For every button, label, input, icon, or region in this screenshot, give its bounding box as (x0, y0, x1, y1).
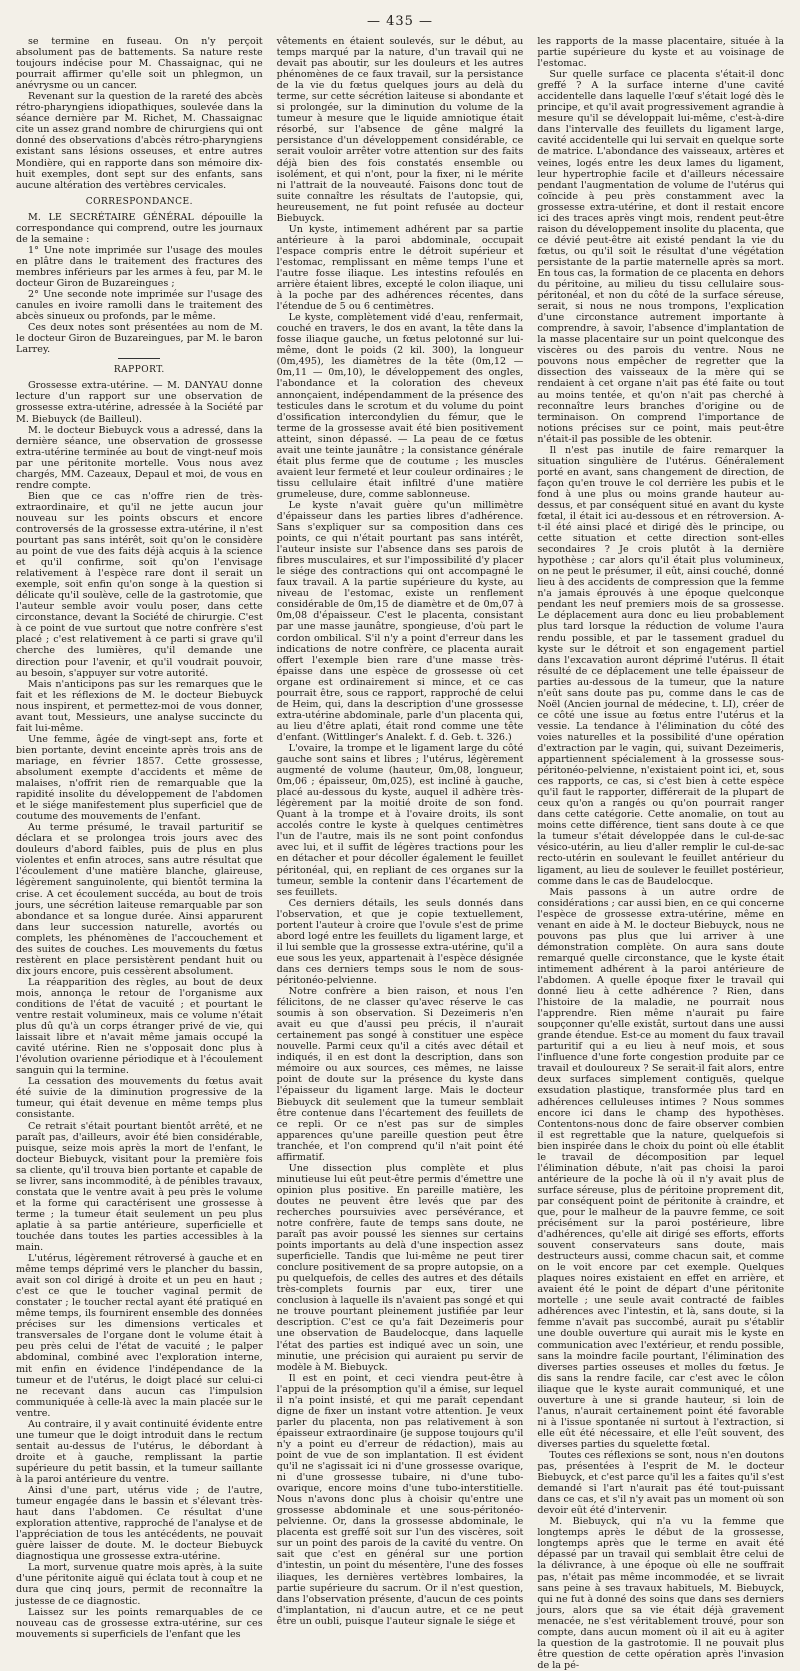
column-right (537, 36, 785, 1671)
paragraph: M. le docteur Biebuyck vous a adressé, dans la dernière séance, une observation de grossesse extra-utérine terminée au bout de vingt-neuf mois par une péritonite mortelle. Vous nous avez chargés, MM. Cazeaux, Depaul et moi, de vous en rendre compte. (16, 424, 263, 491)
paragraph: les rapports de la masse placentaire, située à la partie supérieure du kyste et au voisinage de l'estomac. (537, 36, 785, 70)
paragraph: La réapparition des règles, au bout de deux mois, annonça le retour de l'organisme aux conditions de l'état de vacuité ; et pourtant le ventre restait volumineux, mais ce volume n'était plus dû qu'à un corps étranger privé de vie, qui laissait libre et n'avait même jamais occupé la cavité utérine. Rien ne s'opposait donc plus à l'évolution ovarienne périodique et à l'écoulement sanguin qui la termine. (16, 976, 263, 1077)
column-left (16, 36, 263, 1640)
paragraph: Il est en point, et ceci viendra peut-être à l'appui de la présomption qu'il a émise, sur lequel il n'a point insisté, et qui me paraît cependant digne de fixer un instant votre attention. Je veux parler du placenta, non pas relativement à son épaisseur extraordinaire (je suppose toujours qu'il n'y a point eu d'erreur de rédaction), mais au point de vue de son implantation. Il est évident qu'il ne s'agissait ici ni d'une grossesse ovarique, ni d'une grossesse tubaire, ni d'une tubo-ovarique, encore moins d'une tubo-interstitielle. Nous n'avons donc plus à choisir qu'entre une grossesse abdominale et une sous-péritonéo-pelvienne. Or, dans la grossesse abdominale, le placenta est greffé soit sur l'un des viscères, soit sur un point des parois de la cavité du ventre. On sait que c'est en général sur une portion d'intestin, un point du mésentère, l'une des fosses iliaques, les dernières vertèbres lombaires, la partie supérieure du sacrum. Or il n'est question, dans l'observation présente, d'aucun de ces points d'implantation, ni d'aucun autre, et ce ne peut être un oubli, puisque l'auteur signale le siége et (276, 1372, 524, 1627)
paragraph: M. LE SECRÉTAIRE GÉNÉRAL dépouille la correspondance qui comprend, outre les journaux de la semaine : (16, 211, 263, 245)
paragraph: Un kyste, intimement adhérent par sa partie antérieure à la paroi abdominale, occupait l'espace compris entre le détroit supérieur et l'estomac, remplissant en même temps l'une et l'autre fosse iliaque. Les intestins refoulés en arrière étaient libres, excepté le colon iliaque, uni à la poche par des adhérences récentes, dans l'étendue de 5 ou 6 centimètres. (276, 223, 524, 313)
paragraph: Grossesse extra-utérine. — M. DANYAU donne lecture d'un rapport sur une observation de grossesse extra-utérine, adressée à la Société par M. Biebuyck (de Bailleul). (16, 380, 263, 425)
paragraph: Notre confrère a bien raison, et nous l'en félicitons, de ne classer qu'avec réserve le cas soumis à son observation. Si Dezeimeris n'en avait eu que d'aussi peu précis, il n'aurait certainement pas songé à constituer une espèce nouvelle. Parmi ceux qu'il a cités avec détail et indiqués, il en est dont la description, dans son mémoire ou aux sources, ces mêmes, ne laisse point de doute sur la présence du kyste dans l'épaisseur du ligament large. Mais le docteur Biebuyck dit seulement que la tumeur semblait être contenue dans l'écartement des feuillets de ce repli. Or ce n'est pas sur de simples apparences qu'une pareille question peut être tranchée, et l'on comprend qu'il n'ait point été affirmatif. (276, 986, 524, 1163)
paragraph: Laissez sur les points remarquables de ce nouveau cas de grossesse extra-utérine, sur ces mouvements si superficiels de l'enfant que les (16, 1606, 263, 1640)
section-heading-correspondance: CORRESPONDANCE. (85, 196, 193, 207)
paragraph: Toutes ces réflexions se sont, nous n'en doutons pas, présentées à l'esprit de M. le docteur Biebuyck, et c'est parce qu'il les a faites qu'il s'est demandé si l'art n'aurait pas été tout-puissant dans ce cas, et s'il n'y avait pas un moment où son devoir eût été d'intervenir. (537, 1450, 785, 1517)
paragraph: Revenant sur la question de la rareté des abcès rétro-pharyngiens idiopathiques, soulevée dans la séance dernière par M. Richet, M. Chassaignac cite un assez grand nombre de chirurgiens qui ont donné des observations d'abcès rétro-pharyngiens existant sans lésions osseuses, et entre autres Mondière, qui en rapporte dans son mémoire dix-huit exemples, dont sept sur des enfants, sans aucune altération des vertèbres cervicales. (16, 91, 263, 191)
paragraph: Au terme présumé, le travail parturitif se déclara et se prolongea trois jours avec des douleurs d'abord faibles, puis de plus en plus violentes et enfin atroces, sans autre résultat que l'écoulement d'une matière blanche, glaireuse, légèrement sanguinolente, qui bientôt termina la crise. A cet écoulement succéda, au bout de trois jours, une sécrétion laiteuse remarquable par son abondance et sa longue durée. Ainsi apparurent dans leur succession naturelle, avortés ou complets, les phénomènes de l'accouchement et des suites de couches. Les mouvements du fœtus restèrent en place persistèrent pendant huit ou dix jours encore, puis cessèrent absolument. (16, 822, 263, 977)
paragraph: La mort, survenue quatre mois après, à la suite d'une péritonite aiguë qui éclata tout à coup et ne dura que cinq jours, permit de reconnaître la justesse de ce diagnostic. (16, 1562, 263, 1607)
paragraph: Mais n'anticipons pas sur les remarques que le fait et les réflexions de M. le docteur Biebuyck nous inspirent, et permettez-moi de vous donner, avant tout, Messieurs, une analyse succincte du fait lui-même. (16, 678, 263, 734)
paragraph: Sur quelle surface ce placenta s'était-il donc greffé ? A la surface interne d'une cavité accidentelle dans laquelle l'œuf s'était logé dès le principe, et qu'il avait progressivement agrandie à mesure qu'il se développait lui-même, c'est-à-dire dans l'intervalle des feuillets du ligament large, cavité accidentelle qui lui servait en quelque sorte de matrice. L'abondance des vaisseaux, artères et veines, logés entre les deux lames du ligament, leur hypertrophie facile et d'ailleurs nécessaire pendant l'augmentation de volume de l'utérus qui coïncide à peu près constamment avec la grossesse extra-utérine, et dont il restait encore ici des traces après vingt mois, rendent peut-être raison du développement insolite du placenta, que ce dévié peut-être ait existé pendant la vie du fœtus, ou qu'il soit le résultat d'une végétation persistante de la partie maternelle après sa mort. En tous cas, la formation de ce placenta en dehors du péritoine, au milieu du tissu cellulaire sous-péritonéal, et non du côté de la surface séreuse, serait, si nous ne nous trompons, l'explication d'une circonstance autrement importante à comprendre, à savoir, l'absence d'implantation de la masse placentaire sur un point quelconque des viscères ou des parois du ventre. Nous ne pouvons nous empêcher de regretter que la dissection des vaisseaux de la mère qui se rendaient à cet organe n'ait pas été faite ou tout au moins tentée, et qu'on n'ait pas cherché à reconnaître leurs branches d'origine ou de terminaison. On comprend l'importance de notions précises sur ce point, mais peut-être n'était-il pas possible de les obtenir. (537, 69, 785, 445)
paragraph: L'ovaire, la trompe et le ligament large du côté gauche sont sains et libres ; l'utérus, légèrement augmenté de volume (hauteur, 0m,08, longueur, 0m,06 ; épaisseur, 0m,025), est incliné à gauche, placé au-dessous du kyste, auquel il adhère très-légèrement par la moitié droite de son fond. Quant à la trompe et à l'ovaire droits, ils sont accolés contre le kyste à quelques centimètres l'un de l'autre, mais ils ne sont point confondus avec lui, et il suffit de légères tractions pour les en détacher et pour décoller également le feuillet péritonéal, qui, en repliant de ces organes sur la tumeur, semble la contenir dans l'écartement de ses feuillets. (276, 743, 524, 898)
paragraph: La cessation des mouvements du fœtus avait été suivie de la diminution progressive de la tumeur, qui était devenue en même temps plus consistante. (16, 1076, 263, 1121)
paragraph: 1° Une note imprimée sur l'usage des moules en plâtre dans le traitement des fractures des membres inférieurs par les armes à feu, par M. le docteur Giron de Buzareingues ; (16, 244, 263, 289)
section-divider (118, 358, 160, 359)
column-middle (276, 36, 524, 1627)
paragraph: Au contraire, il y avait continuité évidente entre une tumeur que le doigt introduit dans le rectum sentait au-dessus de l'utérus, le débordant à droite et à gauche, remplissant la partie supérieure du petit bassin, et la tumeur saillante à la paroi antérieure du ventre. (16, 1418, 263, 1485)
paragraph: vêtements en étaient soulevés, sur le début, au temps marqué par la nature, d'un travail qui ne devait pas aboutir, sur les douleurs et les autres phénomènes de ce faux travail, sur la persistance de la vie du fœtus quelques jours au delà du terme, sur cette sécrétion laiteuse si abondante et si prolongée, sur la diminution du volume de la tumeur à mesure que le liquide amniotique était résorbé, sur l'absence de gêne malgré la persistance d'un développement considérable, ce serait vouloir arrêter votre attention sur des faits déjà bien des fois constatés ensemble ou isolément, et qui n'ont, pour la fixer, ni le mérite ni l'attrait de la nouveauté. Faisons donc tout de suite connaître les résultats de l'autopsie, qui, heureusement, ne fut point refusée au docteur Biebuyck. (276, 36, 524, 224)
paragraph: se termine en fuseau. On n'y perçoit absolument pas de battements. Sa nature reste toujours indécise pour M. Chassaignac, qui ne pourrait affirmer qu'elle soit un phlegmon, un anévrysme ou un cancer. (16, 36, 263, 92)
paragraph: Le kyste, complètement vidé d'eau, renfermait, couché en travers, le dos en avant, la tête dans la fosse iliaque gauche, un fœtus pelotonné sur lui-même, dont le poids (2 kil. 300), la longueur (0m,495), les diamètres de la tête (0m,12 — 0m,11 — 0m,10), le développement des ongles, l'abondance et la coloration des cheveux annonçaient, indépendamment de la présence des testicules dans le scrotum et du volume du point d'ossification intercondylien du fémur, que le terme de la grossesse avait été bien positivement atteint, sinon dépassé. — La peau de ce fœtus avait une teinte jaunâtre ; la consistance générale était plus ferme que de coutume ; les muscles avaient leur fermeté et leur couleur ordinaires ; le tissu cellulaire était infiltré d'une matière grumeleuse, dure, comme sablonneuse. (276, 312, 524, 500)
paragraph: Bien que ce cas n'offre rien de très-extraordinaire, et qu'il ne jette aucun jour nouveau sur les points obscurs et encore controversés de la grossesse extra-utérine, il n'est pourtant pas sans intérêt, soit qu'on le considère au point de vue des faits déjà acquis à la science et qu'il confirme, soit qu'on l'envisage relativement à l'espèce rare dont il serait un exemple, soit enfin qu'on songe à la question si délicate qu'il soulève, celle de la gastrotomie, que l'auteur semble avoir voulu poser, dans cette circonstance, devant la Société de chirurgie. C'est à ce point de vue surtout que notre confrère s'est placé ; c'est relativement à ce parti si grave qu'il cherche des lumières, qu'il demande une direction pour l'avenir, et qu'il voudrait pouvoir, au besoin, s'appuyer sur votre autorité. (16, 490, 263, 679)
section-heading-rapport: RAPPORT. (113, 365, 165, 376)
paragraph: Mais passons à un autre ordre de considérations ; car aussi bien, en ce qui concerne l'espèce de grossesse extra-utérine, même en venant en aide à M. le docteur Biebuyck, nous ne pouvons pas plus que lui arriver à une démonstration complète. On aura sans doute remarqué quelle circonstance, que le kyste était intimement adhérent à la paroi antérieure de l'abdomen. A quelle époque fixer le travail qui donné lieu à cette adhérence ? Rien, dans l'histoire de la maladie, ne pourrait nous l'apprendre. Rien même n'aurait pu faire soupçonner qu'elle existât, surtout dans une aussi grande étendue. Est-ce au moment du faux travail parturitif qui a eu lieu à neuf mois, et sous l'influence d'une forte congestion produite par ce travail et douloureux ? Se serait-il fait alors, entre deux surfaces simplement contiguës, quelque exsudation plastique, transformée plus tard en adhérences celluleuses intimes ? Nous sommes encore ici dans le champ des hypothèses. Contentons-nous donc de faire observer combien il est regrettable que la nature, quelquefois si bien inspirée dans le choix du point où elle établit le travail de décomposition par lequel l'élimination débute, n'ait pas choisi la paroi antérieure de la poche là où il n'y avait plus de surface séreuse, plus de péritoine proprement dit, par conséquent point de péritonite à craindre, et que, pour le malheur de la pauvre femme, ce soit précisément sur la paroi postérieure, libre d'adhérences, qu'elle ait dirigé ses efforts, efforts souvent conservateurs sans doute, mais destructeurs aussi, comme chacun sait, et comme on le voit encore par cet exemple. Quelques plaques noires existaient en effet en arrière, et avaient été le point de départ d'une péritonite mortelle ; une seule avait contracté de faibles adhérences avec l'intestin, et là, sans doute, si la femme n'avait pas succombé, aurait pu s'établir une double ouverture qui aurait mis le kyste en communication avec l'extérieur, et rendu possible, sans la moindre facile pourtant, l'élimination des diverses parties osseuses et molles du fœtus. Je dis sans la rendre facile, car c'est avec le côlon iliaque que le kyste aurait communiqué, et une ouverture à une si grande hauteur, si loin de l'anus, n'aurait certainement point été favorable ni à l'issue spontanée ni surtout à l'extraction, si elle eût été nécessaire, et elle l'eût souvent, des diverses parties du squelette fœtal. (537, 886, 785, 1450)
text-columns (16, 36, 785, 1671)
paragraph: Le kyste n'avait guère qu'un millimètre d'épaisseur dans les parties libres d'adhérence. Sans s'expliquer sur sa composition dans ces points, ce qui n'était pourtant pas sans intérêt, l'auteur insiste sur l'absence dans ses parois de fibres musculaires, et sur l'impossibilité d'y placer le siége des contractions qui ont accompagné le faux travail. A la partie supérieure du kyste, au niveau de l'estomac, existe un renflement considérable de 0m,15 de diamètre et de 0m,07 à 0m,08 d'épaisseur. C'est le placenta, consistant par une masse jaunâtre, spongieuse, d'où part le cordon ombilical. S'il n'y a point d'erreur dans les indications de notre confrère, ce placenta aurait offert l'exemple bien rare d'une masse très-épaisse dans une espèce de grossesse où cet organe est ordinairement si mince, et ce cas pourrait être, sous ce rapport, rapproché de celui de Heim, qui, dans la description d'une grossesse extra-utérine abdominale, parle d'un placenta qui, au lieu d'être aplati, était rond comme une tête d'enfant. (Wittlinger's Analekt. f. d. Geb. t. 326.) (276, 499, 524, 743)
paragraph: L'utérus, légèrement rétroversé à gauche et en même temps déprimé vers le plancher du bassin, avait son col dirigé à droite et un peu en haut ; c'est ce que le toucher vaginal permit de constater ; le toucher rectal ayant été pratiqué en même temps, ils fournirent ensemble des données précises sur les dimensions verticales et transversales de l'organe dont le volume était à peu près celui de l'état de vacuité ; le palper abdominal, combiné avec l'exploration interne, mit enfin en évidence l'indépendance de la tumeur et de l'utérus, le doigt placé sur celui-ci ne recevant dans aucun cas l'impulsion communiquée à celle-là avec la main placée sur le ventre. (16, 1253, 263, 1419)
paragraph: Une dissection plus complète et plus minutieuse lui eût peut-être permis d'émettre une opinion plus positive. En pareille matière, les doutes ne peuvent être levés que par des recherches poursuivies avec persévérance, et notre confrère, faute de temps sans doute, ne paraît pas avoir poussé les siennes sur certains points importants au delà d'une inspection assez superficielle. Tandis que lui-même ne peut tirer conclure positivement de sa propre autopsie, on a pu quelquefois, de celles des autres et des détails très-complets fournis par eux, tirer une conclusion à laquelle ils n'avaient pas songé et qui ne trouve pourtant pleinement justifiée par leur description. C'est ce qu'a fait Dezeimeris pour une observation de Baudelocque, dans laquelle l'état des parties est indiqué avec un soin, une minutie, une précision qui auraient pu servir de modèle à M. Biebuyck. (276, 1162, 524, 1373)
paragraph: Ce retrait s'était pourtant bientôt arrêté, et ne paraît pas, d'ailleurs, avoir été bien considérable, puisque, seize mois après la mort de l'enfant, le docteur Biebuyck, visitant pour la première fois sa cliente, qu'il trouva bien portante et capable de se livrer, sans incommodité, à de pénibles travaux, constata que le ventre avait à peu près le volume et la forme qui caractérisent une grossesse à terme ; la tumeur était seulement un peu plus aplatie à sa partie antérieure, superficielle et touchée dans toutes les parties accessibles à la main. (16, 1120, 263, 1254)
paragraph: Ces derniers détails, les seuls donnés dans l'observation, et que je copie textuellement, portent l'auteur à croire que l'ovule s'est de prime abord logé entre les feuillets du ligament large, et il lui semble que la grossesse extra-utérine, qu'il a eue sous les yeux, appartenait à l'espèce désignée dans ces derniers temps sous le nom de sous-péritonéo-pelvienne. (276, 897, 524, 986)
paragraph: Une femme, âgée de vingt-sept ans, forte et bien portante, devint enceinte après trois ans de mariage, en février 1857. Cette grossesse, absolument exempte d'accidents et même de malaises, n'offrit rien de remarquable que la rapidité insolite du développement de l'abdomen et le siége manifestement plus superficiel que de coutume des mouvements de l'enfant. (16, 733, 263, 823)
paragraph: 2° Une seconde note imprimée sur l'usage des canules en ivoire ramolli dans le traitement des abcès sinueux ou profonds, par le même. (16, 289, 263, 323)
page-number-header: — 435 — (366, 14, 434, 29)
paragraph: Ainsi d'une part, utérus vide ; de l'autre, tumeur engagée dans le bassin et s'élevant très-haut dans l'abdomen. Ce résultat d'une exploration attentive, rapproché de l'analyse et de l'appréciation de tous les antécédents, ne pouvait guère laisser de doute. M. le docteur Biebuyck diagnostiqua une grossesse extra-utérine. (16, 1485, 263, 1563)
paragraph: Il n'est pas inutile de faire remarquer la situation singulière de l'utérus. Généralement porté en avant, sans changement de direction, de façon qu'en trouve le col derrière les pubis et le fond à une plus ou moins grande hauteur au-dessus, et par conséquent situé en avant du kyste fœtal, il était ici au-dessous et en rétroversion. A-t-il été ainsi placé et dirigé dès le principe, ou cette situation et cette direction sont-elles secondaires ? Je crois plutôt à la dernière hypothèse ; car alors qu'il était plus volumineux, on ne peut le présumer, il eût, ainsi couché, donné lieu à des accidents de compression que la femme n'a jamais éprouvés à une époque quelconque pendant les neuf premiers mois de sa grossesse. Le déplacement aura donc eu lieu probablement plus tard lorsque la réduction de volume l'aura rendu possible, et par le tassement graduel du kyste sur le détroit et son engagement partiel dans l'excavation auront déprimé l'utérus. Il était résulté de ce déplacement une telle épaisseur de parties au-dessous de la tumeur, que la nature n'eût sans doute pas pu, comme dans le cas de Noël (Ancien journal de médecine, t. LI), créer de ce côté une issue au fœtus entre l'utérus et la vessie. La tendance à l'élimination du côté des voies naturelles et la possibilité d'une opération d'extraction par le vagin, qui, suivant Dezeimeris, appartiennent spécialement à la grossesse sous-péritonéo-pelvienne, n'existaient point ici, et, sous ces rapports, ce cas, si c'est bien à cette espèce qu'il faut le rapporter, différerait de la plupart de ceux qu'on a rangés ou qu'on pourrait ranger dans cette catégorie. Cette anomalie, on tout au moins cette différence, tient sans doute à ce que la tumeur s'était développée dans le cul-de-sac vésico-utérin, au lieu d'aller remplir le cul-de-sac recto-utérin en soulevant le feuillet antérieur du ligament, au lieu de soulever le feuillet postérieur, comme dans le cas de Baudelocque. (537, 444, 785, 887)
paragraph: M. Biebuyck, qui n'a vu la femme que longtemps après le début de la grossesse, longtemps après que le terme en avait été dépassé par un travail qui semblait être celui de la délivrance, à une époque où elle ne souffrait pas, n'était pas même incommodée, et se livrait sans peine à ses travaux habituels, M. Biebuyck, qui ne fut à donné des soins que dans ses derniers jours, alors que sa vie était déjà gravement menacée, ne s'est véritablement trouvé, pour son compte, dans aucun moment où il ait eu à agiter la question de la gastrotomie. Il ne pouvait plus être question de cette opération après l'invasion de la pé- (537, 1516, 785, 1671)
paragraph: Ces deux notes sont présentées au nom de M. le docteur Giron de Buzareingues, par M. le baron Larrey. (16, 322, 263, 356)
